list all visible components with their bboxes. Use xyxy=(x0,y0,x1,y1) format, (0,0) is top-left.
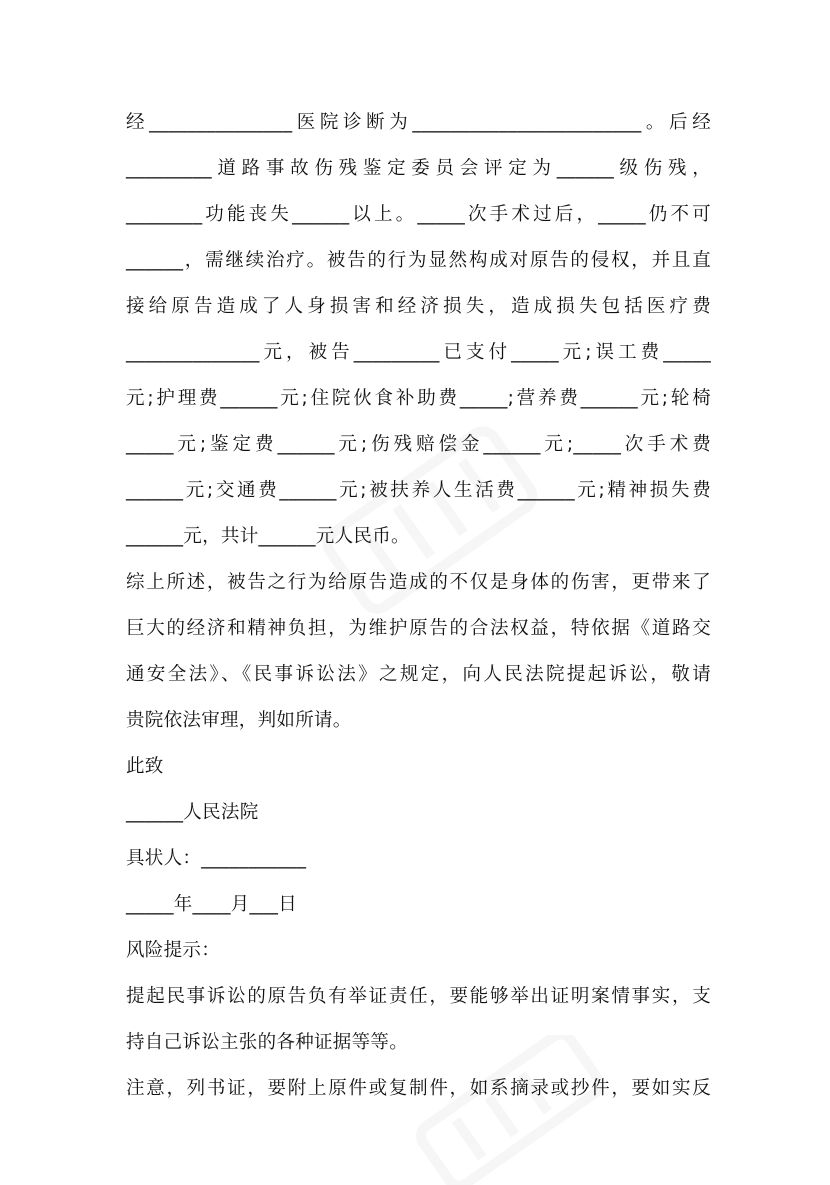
plaintiff-signature-line: 具状人：___________ xyxy=(126,848,307,869)
risk-heading: 风险提示： xyxy=(126,940,221,961)
body-line: ______，需继续治疗。被告的行为显然构成对原告的侵权，并且直 xyxy=(126,250,711,271)
body-line: 元;护理费______元;住院伙食补助费_____;营养费______元;轮椅 xyxy=(126,388,711,409)
date-line: _____年____月___日 xyxy=(126,894,298,915)
body-line: _____元;鉴定费______元;伤残赔偿金______元;_____次手术费 xyxy=(126,434,711,455)
body-line: 综上所述，被告之行为给原告造成的不仅是身体的伤害，更带来了 xyxy=(126,572,711,593)
body-line: ______元，共计______元人民币。 xyxy=(126,526,410,547)
body-line: 经_______________医院诊断为________________________。后经 xyxy=(126,112,711,133)
body-line: 注意，列书证，要附上原件或复制件，如系摘录或抄件，要如实反 xyxy=(126,1078,711,1099)
body-line: 提起民事诉讼的原告负有举证责任，要能够举出证明案情事实，支 xyxy=(126,986,711,1007)
body-line: _________道路事故伤残鉴定委员会评定为______级伤残， xyxy=(126,158,711,179)
watermark-seal-icon xyxy=(400,1035,620,1185)
body-line: ______元;交通费______元;被扶养人生活费______元;精神损失费 xyxy=(126,480,711,501)
closing-salutation: 此致 xyxy=(126,756,164,777)
body-line: 持自己诉讼主张的各种证据等等。 xyxy=(126,1032,409,1053)
court-name-line: ______人民法院 xyxy=(126,802,259,823)
body-line: 通安全法》、《民事诉讼法》之规定，向人民法院提起诉讼，敬请 xyxy=(126,664,711,685)
body-line: 巨大的经济和精神负担，为维护原告的合法权益，特依据《道路交 xyxy=(126,618,711,639)
body-line: ______________元，被告_________已支付_____元;误工费_____ xyxy=(126,342,711,363)
body-line: 接给原告造成了人身损害和经济损失，造成损失包括医疗费 xyxy=(126,296,711,317)
body-line: 贵院依法审理，判如所请。 xyxy=(126,710,352,731)
body-line: ________功能丧失______以上。_____次手术过后，_____仍不可 xyxy=(126,204,711,225)
